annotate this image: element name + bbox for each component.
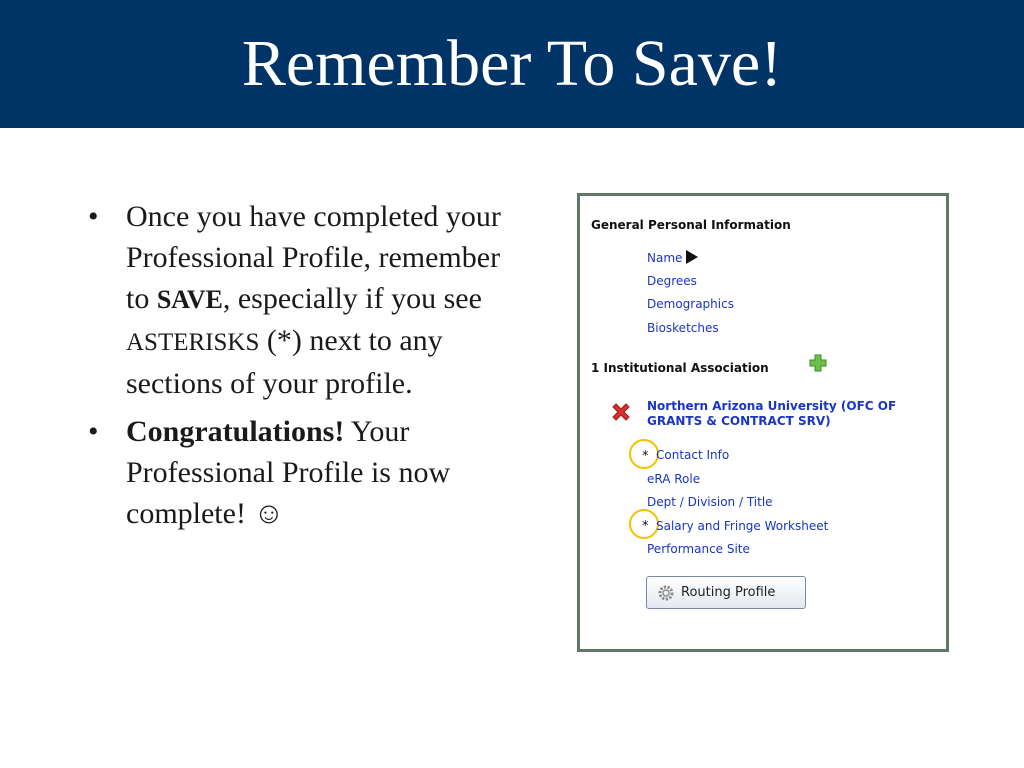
save-emphasis: SAVE [156, 285, 223, 314]
institutional-association-heading: 1 Institutional Association [591, 361, 769, 375]
era-role-link[interactable]: eRA Role [647, 472, 701, 486]
name-link-label: Name [647, 251, 683, 265]
demographics-link[interactable]: Demographics [647, 297, 734, 311]
name-link[interactable] [647, 250, 698, 265]
bullet-text: (*) next to any sections of your profile. [126, 324, 443, 400]
performance-site-link[interactable]: Performance Site [647, 542, 750, 556]
incomplete-asterisk: * [642, 519, 649, 534]
bullet-congratulations [88, 411, 508, 534]
degrees-link[interactable]: Degrees [647, 274, 697, 288]
congratulations-text: Congratulations! [126, 415, 345, 448]
institution-link[interactable]: Northern Arizona University (OFC OF GRANTS & CONTRACT SRV) [647, 399, 897, 428]
bullet-text: Once you have completed your Professional Profile, remember to [126, 200, 501, 315]
bullet-list [88, 196, 508, 534]
green-plus-icon[interactable] [809, 354, 827, 372]
gear-icon [657, 584, 675, 602]
slide-title: Remember To Save! [241, 27, 783, 100]
asterisks-word: ASTERISKS [126, 329, 260, 356]
bullet-marker: • [88, 415, 99, 448]
incomplete-asterisk: * [642, 449, 649, 464]
contact-info-link[interactable]: Contact Info [656, 448, 730, 462]
routing-profile-button[interactable] [646, 576, 806, 609]
general-info-heading: General Personal Information [591, 218, 791, 232]
profile-screenshot [577, 193, 949, 652]
bullet-text: Your Professional Profile is now complete! [126, 415, 451, 530]
smiley-icon: ☺ [253, 497, 285, 530]
bullet-marker: • [88, 200, 99, 233]
bullet-text: , especially if you see [222, 282, 482, 315]
bullet-save-reminder [88, 196, 508, 404]
play-arrow-icon [686, 250, 698, 264]
salary-fringe-worksheet-link[interactable]: Salary and Fringe Worksheet [656, 519, 829, 533]
dept-division-title-link[interactable]: Dept / Division / Title [647, 495, 773, 509]
red-x-icon[interactable] [610, 401, 632, 423]
routing-profile-label: Routing Profile [681, 585, 776, 600]
biosketches-link[interactable]: Biosketches [647, 321, 719, 335]
